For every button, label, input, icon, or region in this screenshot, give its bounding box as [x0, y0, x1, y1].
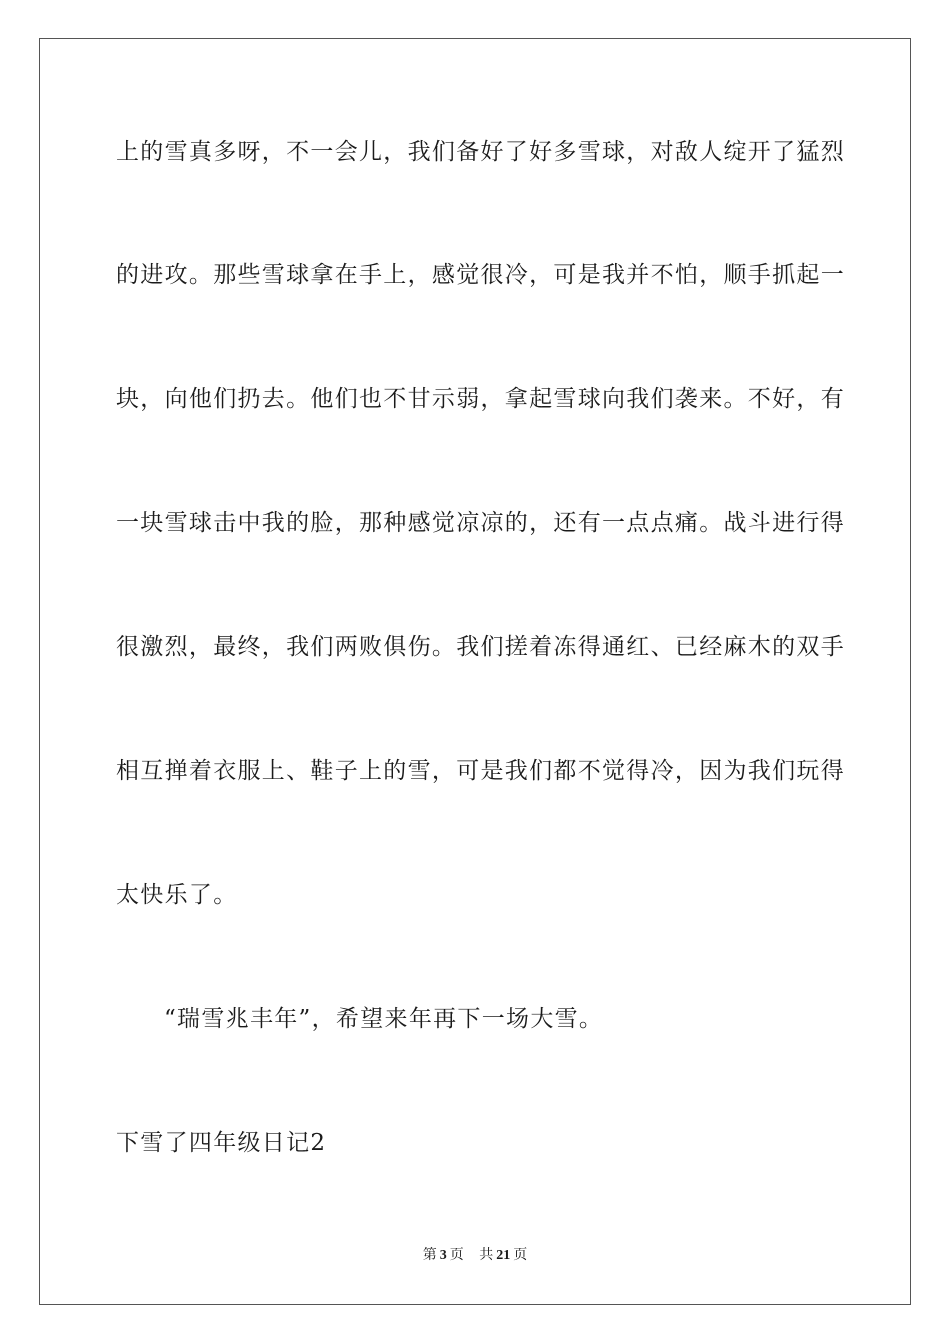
- total-pages: 21: [496, 1248, 511, 1263]
- body-line-5: 很激烈，最终，我们两败俱伤。我们搓着冻得通红、已经麻木的双手: [116, 634, 845, 660]
- body-line-6: 相互掸着衣服上、鞋子上的雪，可是我们都不觉得冷，因为我们玩得: [116, 758, 845, 784]
- page-footer: [0, 1247, 950, 1265]
- total-suffix: 页: [513, 1248, 528, 1263]
- body-line-1: 上的雪真多呀，不一会儿，我们备好了好多雪球，对敌人绽开了猛烈: [116, 139, 845, 165]
- page-number: 3: [439, 1248, 447, 1263]
- total-prefix: 共: [479, 1248, 494, 1263]
- total-indicator: [476, 1248, 530, 1263]
- page-prefix: 第: [422, 1248, 437, 1263]
- page-indicator: [420, 1248, 467, 1263]
- closing-paragraph: “瑞雪兆丰年”，希望来年再下一场大雪。: [164, 1006, 604, 1032]
- body-line-7: 太快乐了。: [116, 882, 238, 908]
- page-suffix: 页: [449, 1248, 464, 1263]
- body-line-3: 块，向他们扔去。他们也不甘示弱，拿起雪球向我们袭来。不好，有: [116, 386, 845, 412]
- section-heading: 下雪了四年级日记2: [116, 1130, 327, 1156]
- body-line-2: 的进攻。那些雪球拿在手上，感觉很冷，可是我并不怕，顺手抓起一: [116, 262, 845, 288]
- page-border: [39, 38, 911, 1305]
- body-line-4: 一块雪球击中我的脸，那种感觉凉凉的，还有一点点痛。战斗进行得: [116, 510, 845, 536]
